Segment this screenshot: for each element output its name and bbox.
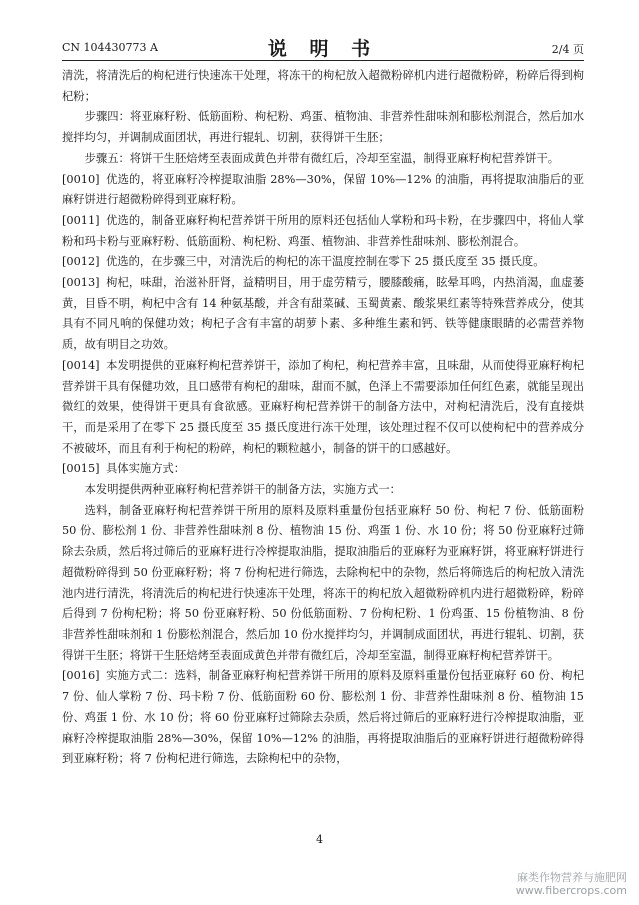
paragraph [62,666,584,770]
paragraph-number: [0013] [62,276,100,290]
paragraph [62,107,584,148]
paragraph [62,252,584,273]
paragraph [62,480,584,501]
paragraph-text: 步骤四：将亚麻籽粉、低筋面粉、枸杞粉、鸡蛋、植物油、非营养性甜味剂和膨松剂混合，然后加水搅拌均匀，并调制成面团状，再进行辊轧、切割，获得饼干生胚； [62,110,584,145]
paragraph [62,356,584,460]
watermark-line-2: www.fibercrops.com [515,884,627,897]
paragraph-number: [0016] [62,669,100,683]
paragraph-text: 优选的，制备亚麻籽枸杞营养饼干所用的原料还包括仙人掌粉和玛卡粉，在步骤四中，将仙人掌粉和玛卡粉与亚麻籽粉、低筋面粉、枸杞粉、鸡蛋、植物油、非营养性甜味剂、膨松剂混合。 [62,213,584,248]
page-indicator: 2/4 页 [551,43,584,56]
paragraph [62,149,584,170]
paragraph-text: 清洗，将清洗后的枸杞进行快速冻干处理，将冻干的枸杞放入超微粉碎机内进行超微粉碎，粉碎后得到枸杞粉； [62,69,584,103]
paragraph-text: 步骤五：将饼干生胚焙烤至表面成黄色并带有微红后，冷却至室温，制得亚麻籽枸杞营养饼干。 [84,151,560,165]
paragraph-number: [0011] [62,213,100,227]
paragraph-number: [0010] [62,172,100,186]
paragraph-text: 优选的，在步骤三中，对清洗后的枸杞的冻干温度控制在零下 25 摄氏度至 35 摄氏度。 [106,255,545,269]
paragraph [62,170,584,211]
paragraph-text: 本发明提供两种亚麻籽枸杞营养饼干的制备方法，实施方式一： [84,483,401,497]
paragraph-text: 枸杞，味甜，治滋补肝肾，益精明目，用于虚劳精亏，腰膝酸痛，眩晕耳鸣，内热消渴，血虚萎黄，目昏不明，枸杞中含有 14 种氨基酸，并含有甜菜碱、玉蜀黄素、酸浆果红素等特殊营养成分，使其具有不同凡响的保健功效；枸杞子含有丰富的胡萝卜素、多种维生素和钙、铁等健康眼睛的必需营养物质，故有明目之功效。 [62,276,584,352]
paragraph-text: 优选的，将亚麻籽冷榨提取油脂 28%—30%，保留 10%—12% 的油脂，再将提取油脂后的亚麻籽饼进行超微粉碎得到亚麻籽粉。 [62,172,584,207]
paragraph-number: [0012] [62,255,100,269]
watermark-line-1: 麻类作物营养与施肥网 [517,871,627,884]
watermark [516,871,627,897]
header-rule [62,60,584,61]
paragraph-number: [0014] [62,358,100,372]
document-code: CN 104430773 A [62,41,158,54]
paragraph [62,501,584,667]
paragraph [62,273,584,356]
paragraph-number: [0015] [62,462,100,476]
paragraph-text: 本发明提供的亚麻籽枸杞营养饼干，添加了枸杞，枸杞营养丰富，且味甜，从而使得亚麻籽枸杞营养饼干具有保健功效，且口感带有枸杞的甜味，甜而不腻，色泽上不需要添加任何红色素，就能呈现出微红的效果，使得饼干更具有食欲感。亚麻籽枸杞营养饼干的制备方法中，对枸杞清洗后，没有直接烘干，而是采用了在零下 25 摄氏度至 35 摄氏度进行冻干处理，该处理过程不仅可以使枸杞中的营养成分不被破坏，而且有利于枸杞的粉碎，枸杞的颗粒越小，制备的饼干的口感越好。 [62,358,584,455]
paragraph-text: 具体实施方式： [106,462,186,476]
paragraph-text: 选料，制备亚麻籽枸杞营养饼干所用的原料及原料重量份包括亚麻籽 50 份、枸杞 7 份、低筋面粉 50 份、膨松剂 1 份、非营养性甜味剂 8 份、植物油 15 份、鸡蛋 1 份、水 10 份；将 50 份亚麻籽过筛除去杂质，然后将过筛后的亚麻籽进行冷榨提取油脂，提取油脂后的亚麻籽为亚麻籽饼，将亚麻籽饼进行超微粉碎得到 50 份亚麻籽粉；将 7 份枸杞进行筛选，去除枸杞中的杂物，然后将筛选后的枸杞放入清洗池内进行清洗，将清洗后的枸杞进行快速冻干处理，将冻干的枸杞放入超微粉碎机内进行超微粉碎，粉碎后得到 7 份枸杞粉；将 50 份亚麻籽粉、50 份低筋面粉、7 份枸杞粉、1 份鸡蛋、15 份植物油、8 份非营养性甜味剂和 1 份膨松剂混合，然后加 10 份水搅拌均匀，并调制成面团状，再进行辊轧、切割，获得饼干生胚；将饼干生胚焙烤至表面成黄色并带有微红后，冷却至室温，制得亚麻籽枸杞营养饼干。 [62,503,584,662]
page-header [62,34,584,58]
paragraph-text: 实施方式二：选料，制备亚麻籽枸杞营养饼干所用的原料及原料重量份包括亚麻籽 60 份、枸杞 7 份、仙人掌粉 7 份、玛卡粉 7 份、低筋面粉 60 份、膨松剂 1 份、非营养性甜味剂 8 份、植物油 15 份、鸡蛋 1 份、水 10 份；将 60 份亚麻籽过筛除去杂质，然后将过筛后的亚麻籽进行冷榨提取油脂，亚麻籽冷榨提取油脂 28%—30%，保留 10%—12% 的油脂，再将提取油脂后的亚麻籽饼进行超微粉碎得到亚麻籽粉；将 7 份枸杞进行筛选，去除枸杞中的杂物， [62,669,584,766]
paragraph [62,211,584,252]
paragraph [62,459,584,480]
page-number: 4 [316,833,323,846]
document-body [62,66,584,770]
document-title: 说 明 书 [267,38,379,60]
paragraph [62,66,584,107]
